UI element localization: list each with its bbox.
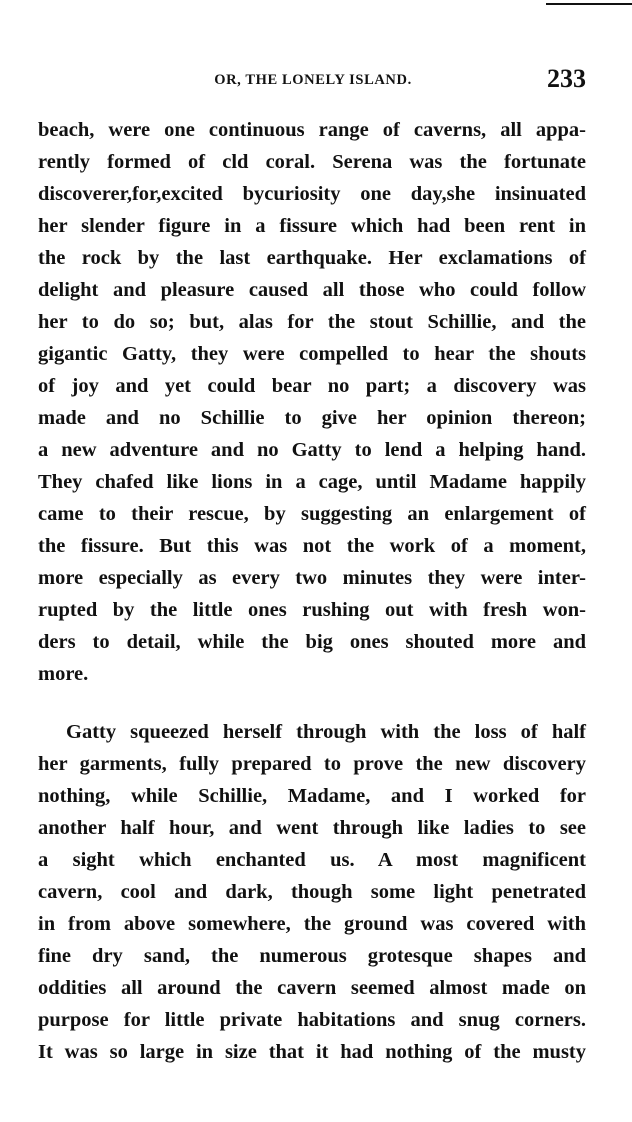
text-line: nothing, while Schillie, Madame, and I worked for	[38, 785, 586, 807]
paragraph-gap	[38, 690, 586, 716]
text-line: another half hour, and went through like ladies to see	[38, 817, 586, 839]
page-number: 233	[547, 64, 586, 93]
top-edge-rule	[546, 3, 632, 5]
text-line: purpose for little private habitations and snug corners.	[38, 1009, 586, 1031]
text-line: more.	[38, 663, 89, 685]
text-line: They chafed like lions in a cage, until Madame happily	[38, 471, 586, 493]
text-line: her slender figure in a fissure which had been rent in	[38, 215, 586, 237]
text-line: beach, were one continuous range of caverns, all appa-	[38, 119, 586, 141]
text-line: rupted by the little ones rushing out with fresh won-	[38, 599, 586, 621]
text-line: discoverer,for,excited bycuriosity one day,she insinuated	[38, 183, 586, 205]
text-line: made and no Schillie to give her opinion thereon;	[38, 407, 586, 429]
text-line: of joy and yet could bear no part; a discovery was	[38, 375, 586, 397]
text-line: in from above somewhere, the ground was covered with	[38, 913, 586, 935]
text-line: It was so large in size that it had nothing of the musty	[38, 1041, 586, 1063]
text-line: more especially as every two minutes they were inter-	[38, 567, 586, 589]
text-line: oddities all around the cavern seemed almost made on	[38, 977, 586, 999]
text-line: came to their rescue, by suggesting an enlargement of	[38, 503, 586, 525]
text-line: Gatty squeezed herself through with the loss of half	[66, 721, 586, 743]
running-head: OR, THE LONELY ISLAND.	[214, 72, 412, 88]
text-line: the rock by the last earthquake. Her exclamations of	[38, 247, 586, 269]
text-line: delight and pleasure caused all those who could follow	[38, 279, 586, 301]
text-line: rently formed of cld coral. Serena was the fortunate	[38, 151, 586, 173]
text-line: her to do so; but, alas for the stout Schillie, and the	[38, 311, 586, 333]
text-line: a sight which enchanted us. A most magnificent	[38, 849, 586, 871]
text-line: cavern, cool and dark, though some light penetrated	[38, 881, 586, 903]
text-line: gigantic Gatty, they were compelled to hear the shouts	[38, 343, 586, 365]
text-line: ders to detail, while the big ones shouted more and	[38, 631, 586, 653]
text-line: her garments, fully prepared to prove the new discovery	[38, 753, 586, 775]
text-line: a new adventure and no Gatty to lend a helping hand.	[38, 439, 586, 461]
paragraph-1	[38, 114, 586, 690]
text-line: the fissure. But this was not the work of a moment,	[38, 535, 586, 557]
text-line: fine dry sand, the numerous grotesque shapes and	[38, 945, 586, 967]
page-header	[38, 64, 588, 100]
paragraph-2	[38, 716, 586, 1068]
body-text	[38, 114, 586, 1068]
